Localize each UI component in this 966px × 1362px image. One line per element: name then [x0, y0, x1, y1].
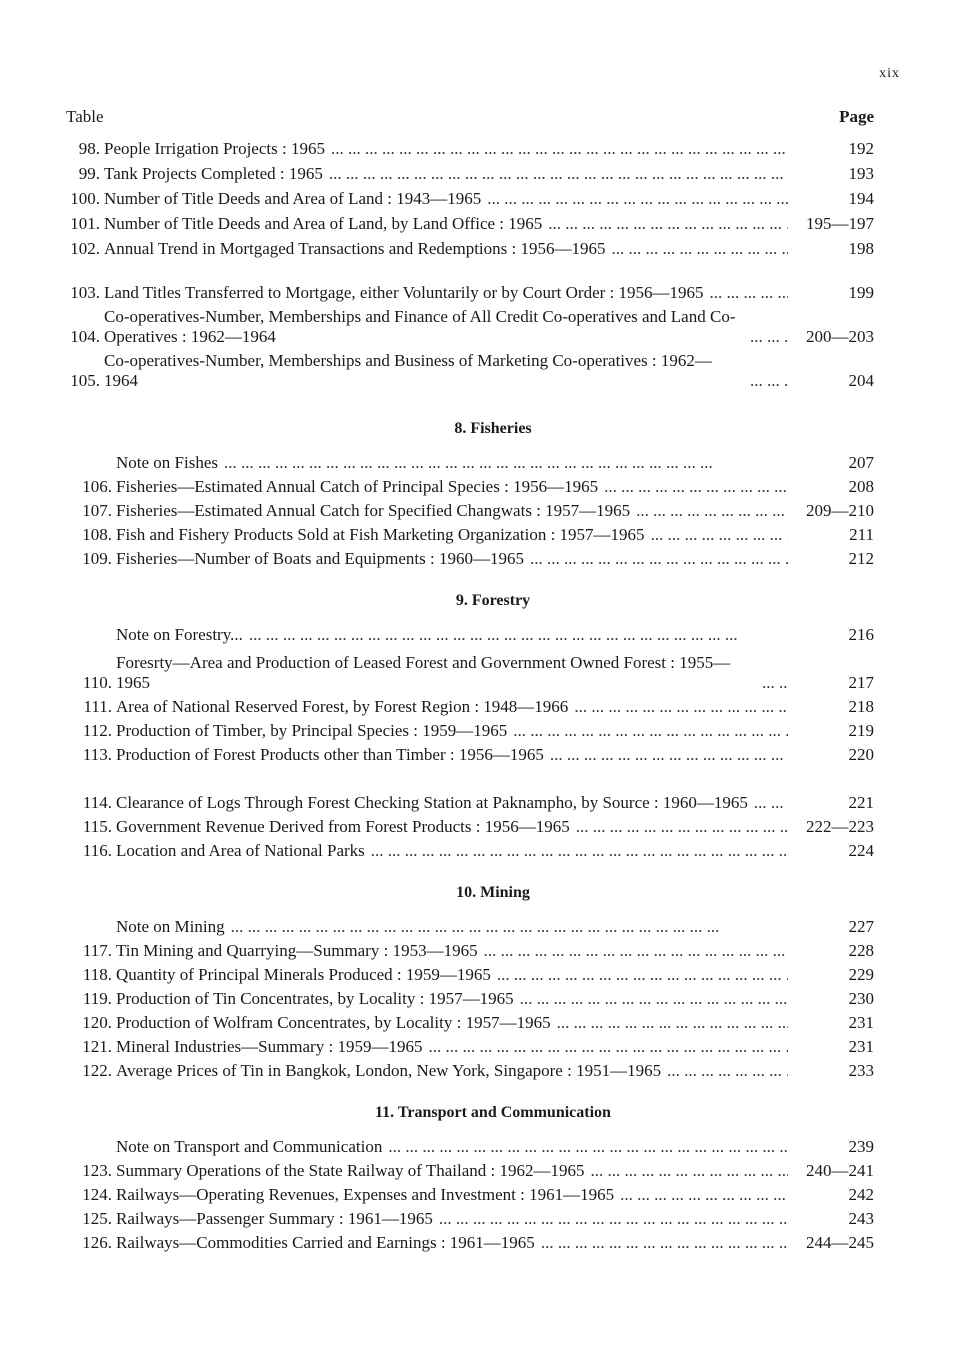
entry-number: 106. — [82, 477, 112, 496]
toc-entry — [0, 473, 966, 497]
dot-leader — [249, 625, 788, 645]
dot-leader — [604, 477, 788, 497]
entry-page: 230 — [848, 989, 874, 1008]
entry-page: 216 — [848, 625, 874, 644]
dot-leader — [439, 1209, 788, 1229]
entry-title: Mineral Industries—Summary : 1959—1965 — [116, 1037, 423, 1056]
entry-title: Fisheries—Estimated Annual Catch of Principal Species : 1956—1965 — [116, 477, 599, 496]
section-heading: 11. Transport and Communication — [375, 1104, 611, 1121]
table-column-header: Table — [66, 107, 104, 126]
entry-number: 99. — [78, 164, 100, 183]
dot-leader — [329, 164, 788, 184]
toc-entry — [0, 717, 966, 741]
entry-number: 117. — [82, 941, 112, 960]
entry-title: Fish and Fishery Products Sold at Fish Marketing Organization : 1957—1965 — [116, 525, 645, 544]
entry-title: Railways—Commodities Carried and Earnings : 1961—1965 — [116, 1233, 535, 1252]
entry-number: 104. — [70, 327, 100, 346]
dot-leader — [541, 1233, 788, 1253]
entry-page: 221 — [848, 793, 874, 812]
toc-entry — [0, 1009, 966, 1033]
entry-number: 114. — [82, 793, 112, 812]
entry-page: 211 — [849, 525, 874, 544]
entry-page: 231 — [848, 1037, 874, 1056]
entry-title: Number of Title Deeds and Area of Land, by Land Office : 1965 — [104, 214, 543, 233]
entry-title: Clearance of Logs Through Forest Checking Station at Paknampho, by Source : 1960—1965 — [116, 793, 748, 812]
entry-title: Location and Area of National Parks — [116, 841, 365, 860]
toc-entry — [0, 913, 966, 937]
dot-leader — [611, 239, 788, 259]
dot-leader — [636, 501, 788, 521]
entry-page: 244—245 — [806, 1233, 874, 1252]
entry-title: Fisheries—Estimated Annual Catch for Specified Changwats : 1957—1965 — [116, 501, 631, 520]
entry-page: 222—223 — [806, 817, 874, 836]
entry-number: 122. — [82, 1061, 112, 1080]
dot-leader — [513, 721, 788, 741]
toc-entry — [0, 813, 966, 837]
entry-title: Tin Mining and Quarrying—Summary : 1953—1965 — [116, 941, 478, 960]
entry-page: 240—241 — [806, 1161, 874, 1180]
entry-title: Railways—Passenger Summary : 1961—1965 — [116, 1209, 433, 1228]
entry-page: 218 — [848, 697, 874, 716]
entry-page: 208 — [848, 477, 874, 496]
section-heading: 9. Forestry — [455, 592, 531, 609]
entry-page: 207 — [848, 453, 874, 472]
entry-page: 227 — [848, 917, 874, 936]
entry-page: 233 — [848, 1061, 874, 1080]
entry-page: 199 — [848, 283, 874, 302]
dot-leader — [520, 989, 788, 1009]
entry-title: Average Prices of Tin in Bangkok, London, New York, Singapore : 1951—1965 — [116, 1061, 662, 1080]
entry-page: 242 — [848, 1185, 874, 1204]
dot-leader — [710, 283, 788, 303]
dot-leader — [388, 1137, 788, 1157]
dot-leader — [576, 817, 788, 837]
entry-title: Production of Tin Concentrates, by Locality : 1957—1965 — [116, 989, 514, 1008]
dot-leader — [231, 917, 788, 937]
entry-title: Annual Trend in Mortgaged Transactions and Redemptions : 1956—1965 — [104, 239, 606, 258]
dot-leader — [484, 941, 788, 961]
entry-number: 119. — [82, 989, 112, 1008]
toc-entry — [0, 303, 966, 347]
dot-leader — [750, 371, 788, 391]
entry-number: 115. — [82, 817, 112, 836]
toc-entry — [0, 209, 966, 234]
toc-entry — [0, 621, 966, 645]
toc-entry — [0, 1205, 966, 1229]
toc-entry — [0, 1157, 966, 1181]
entry-number: 98. — [78, 139, 100, 158]
toc-entry — [0, 545, 966, 569]
entry-title: Fisheries—Number of Boats and Equipments : 1960—1965 — [116, 549, 524, 568]
table-of-contents — [0, 134, 966, 1253]
dot-leader — [224, 453, 788, 473]
entry-page: 231 — [848, 1013, 874, 1032]
entry-number: 123. — [82, 1161, 112, 1180]
entry-number: 124. — [82, 1185, 112, 1204]
toc-entry — [0, 1181, 966, 1205]
dot-leader — [530, 549, 788, 569]
dot-leader — [557, 1013, 788, 1033]
toc-entry — [0, 1229, 966, 1253]
entry-number: 109. — [82, 549, 112, 568]
entry-title: Area of National Reserved Forest, by Forest Region : 1948—1966 — [116, 697, 569, 716]
entry-title: People Irrigation Projects : 1965 — [104, 139, 325, 158]
entry-page: 192 — [848, 139, 874, 158]
entry-page: 195—197 — [806, 214, 874, 233]
dot-leader — [371, 841, 788, 861]
dot-leader — [487, 189, 788, 209]
dot-leader — [550, 745, 788, 765]
entry-number: 103. — [70, 283, 100, 302]
dot-leader — [620, 1185, 788, 1205]
dot-leader — [667, 1061, 788, 1081]
entry-title: Co-operatives-Number, Memberships and Business of Marketing Co-operatives : 1962—1964 — [104, 351, 712, 390]
entry-page: 219 — [848, 721, 874, 740]
page-column-header: Page — [839, 107, 874, 126]
entry-title: Note on Mining — [116, 917, 225, 936]
toc-entry — [0, 234, 966, 259]
entry-page: 220 — [848, 745, 874, 764]
toc-entry — [0, 1133, 966, 1157]
entry-number: 102. — [70, 239, 100, 258]
entry-title: Note on Transport and Communication — [116, 1137, 383, 1156]
entry-number: 120. — [82, 1013, 112, 1032]
entry-title: Number of Title Deeds and Area of Land : 1943—1965 — [104, 189, 482, 208]
entry-page: 193 — [848, 164, 874, 183]
entry-title: Production of Timber, by Principal Species : 1959—1965 — [116, 721, 508, 740]
section-heading: 10. Mining — [456, 884, 530, 901]
entry-title: Land Titles Transferred to Mortgage, either Voluntarily or by Court Order : 1956—1965 — [104, 283, 704, 302]
toc-entry — [0, 347, 966, 391]
dot-leader — [497, 965, 788, 985]
toc-entry — [0, 693, 966, 717]
page-number: xix — [879, 66, 900, 81]
toc-entry — [0, 1057, 966, 1081]
entry-title: Quantity of Principal Minerals Produced : 1959—1965 — [116, 965, 491, 984]
toc-entry — [0, 134, 966, 159]
entry-page: 204 — [848, 371, 874, 390]
entry-title: Foresrty—Area and Production of Leased Forest and Government Owned Forest : 1955—1965 — [116, 653, 731, 692]
toc-entry — [0, 741, 966, 765]
dot-leader — [762, 673, 788, 693]
toc-entry — [0, 837, 966, 861]
entry-page: 239 — [848, 1137, 874, 1156]
entry-page: 228 — [848, 941, 874, 960]
entry-title: Production of Wolfram Concentrates, by Locality : 1957—1965 — [116, 1013, 551, 1032]
toc-entry — [0, 645, 966, 693]
entry-number: 111. — [83, 697, 112, 716]
dot-leader — [331, 139, 788, 159]
entry-number: 100. — [70, 189, 100, 208]
entry-page: 212 — [848, 549, 874, 568]
entry-page: 217 — [848, 673, 874, 692]
dot-leader — [591, 1161, 788, 1181]
toc-entry — [0, 497, 966, 521]
entry-number: 121. — [82, 1037, 112, 1056]
entry-number: 107. — [82, 501, 112, 520]
entry-title: Note on Forestry... — [116, 625, 243, 644]
entry-page: 243 — [848, 1209, 874, 1228]
toc-entry — [0, 1033, 966, 1057]
dot-leader — [548, 214, 788, 234]
entry-number: 126. — [82, 1233, 112, 1252]
toc-entry — [0, 765, 966, 813]
entry-number: 116. — [82, 841, 112, 860]
dot-leader — [651, 525, 788, 545]
entry-page: 209—210 — [806, 501, 874, 520]
section-heading: 8. Fisheries — [454, 420, 532, 437]
entry-title: Note on Fishes — [116, 453, 218, 472]
entry-title: Government Revenue Derived from Forest Products : 1956—1965 — [116, 817, 570, 836]
toc-entry — [0, 521, 966, 545]
entry-number: 118. — [82, 965, 112, 984]
toc-entry — [0, 449, 966, 473]
entry-number: 101. — [70, 214, 100, 233]
entry-number: 105. — [70, 371, 100, 390]
entry-number: 125. — [82, 1209, 112, 1228]
dot-leader — [754, 793, 788, 813]
entry-title: Tank Projects Completed : 1965 — [104, 164, 323, 183]
toc-entry — [0, 937, 966, 961]
toc-entry — [0, 259, 966, 303]
entry-page: 229 — [848, 965, 874, 984]
entry-title: Summary Operations of the State Railway of Thailand : 1962—1965 — [116, 1161, 585, 1180]
dot-leader — [574, 697, 788, 717]
toc-entry — [0, 985, 966, 1009]
entry-page: 194 — [848, 189, 874, 208]
toc-entry — [0, 159, 966, 184]
entry-title: Production of Forest Products other than Timber : 1956—1965 — [116, 745, 544, 764]
entry-number: 113. — [82, 745, 112, 764]
entry-number: 112. — [82, 721, 112, 740]
toc-entry — [0, 961, 966, 985]
entry-page: 224 — [848, 841, 874, 860]
entry-title: Railways—Operating Revenues, Expenses and Investment : 1961—1965 — [116, 1185, 615, 1204]
entry-page: 198 — [848, 239, 874, 258]
toc-entry — [0, 184, 966, 209]
dot-leader — [750, 327, 788, 347]
dot-leader — [428, 1037, 788, 1057]
entry-page: 200—203 — [806, 327, 874, 346]
entry-title: Co-operatives-Number, Memberships and Finance of All Credit Co-operatives and Land Co-Operatives : 1962—1964 — [104, 307, 736, 346]
entry-number: 108. — [82, 525, 112, 544]
entry-number: 110. — [82, 673, 112, 692]
